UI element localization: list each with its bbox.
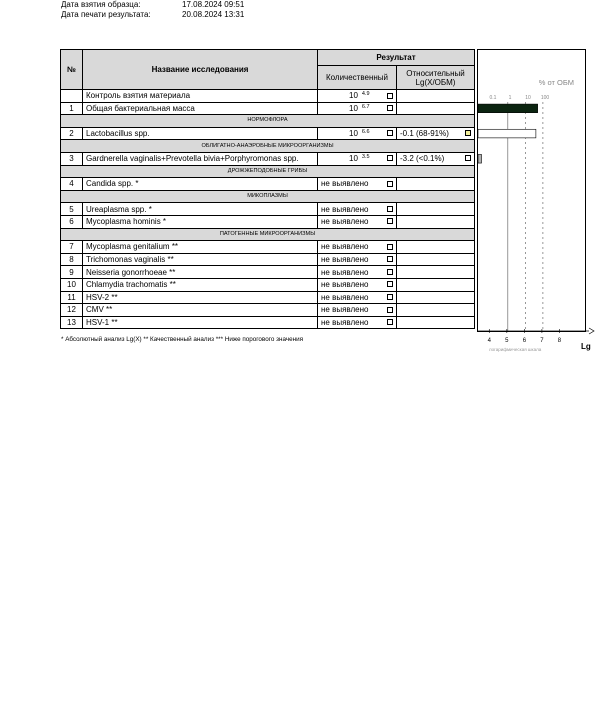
rel-cell [397, 127, 475, 140]
table-row [61, 304, 475, 317]
test-name: Mycoplasma hominis * [83, 215, 318, 228]
quant-cell [318, 316, 397, 329]
rel-cell [397, 266, 475, 279]
checkbox-icon [387, 307, 393, 313]
test-name: Контроль взятия материала [83, 90, 318, 103]
test-name: Candida spp. * [83, 178, 318, 191]
checkbox-icon [387, 218, 393, 224]
test-name: Ureaplasma spp. * [83, 203, 318, 216]
rel-value: -0.1 (68-91%) [400, 129, 449, 139]
section-title: ДРОЖЖЕПОДОБНЫЕ ГРИБЫ [61, 165, 475, 178]
rel-cell [397, 90, 475, 103]
row-number: 6 [61, 215, 83, 228]
table-row [61, 241, 475, 254]
table-row [61, 215, 475, 228]
quant-value: не выявлено [321, 280, 369, 290]
quant-exponent: 6.6 [361, 128, 370, 135]
test-name: Mycoplasma genitalium ** [83, 241, 318, 254]
row-number: 12 [61, 304, 83, 317]
test-name: Gardnerella vaginalis+Prevotella bivia+Porphyromonas spp. [83, 152, 318, 165]
pct-tick-label: 100 [540, 95, 550, 101]
rel-cell [397, 241, 475, 254]
col-no-header: № [61, 50, 83, 90]
quant-exponent: 6.7 [361, 103, 370, 110]
row-number: 1 [61, 102, 83, 115]
chart-bar [478, 154, 482, 163]
section-row [61, 115, 475, 128]
row-number [61, 90, 83, 103]
checkbox-icon [387, 105, 393, 111]
test-name: Chlamydia trachomatis ** [83, 278, 318, 291]
row-number: 2 [61, 127, 83, 140]
test-name: Lactobacillus spp. [83, 127, 318, 140]
row-number: 3 [61, 152, 83, 165]
rel-value: -3.2 (<0.1%) [400, 154, 445, 164]
quant-base: 10 [349, 91, 358, 100]
row-number: 11 [61, 291, 83, 304]
sample-date-value: 17.08.2024 09:51 [182, 0, 245, 9]
col-rel-line1: Относительный [406, 68, 465, 78]
table-row [61, 203, 475, 216]
table-row [61, 127, 475, 140]
col-rel-line2: Lg(X/ОБМ) [415, 77, 456, 87]
checkbox-icon [387, 181, 393, 187]
quant-cell [318, 90, 397, 103]
section-row [61, 140, 475, 153]
rel-cell [397, 316, 475, 329]
quant-cell [318, 266, 397, 279]
row-number: 5 [61, 203, 83, 216]
x-tick-label: 4 [487, 338, 491, 344]
pct-label: % от ОБМ [538, 78, 574, 87]
chart-svg [478, 50, 585, 331]
test-name: Neisseria gonorrhoeae ** [83, 266, 318, 279]
quant-value: не выявлено [321, 217, 369, 227]
chart-bar [478, 129, 536, 138]
pct-tick-label: 0.1 [489, 95, 497, 101]
sample-date-label: Дата взятия образца: [61, 0, 141, 9]
section-title: ПАТОГЕННЫЕ МИКРООРГАНИЗМЫ [61, 228, 475, 241]
row-number: 7 [61, 241, 83, 254]
section-title: ОБЛИГАТНО-АНАЭРОБНЫЕ МИКРООРГАНИЗМЫ [61, 140, 475, 153]
footnote: * Абсолютный анализ Lg(X) ** Качественный анализ *** Ниже порогового значения [61, 336, 304, 343]
section-title: НОРМОФЛОРА [61, 115, 475, 128]
table-row [61, 102, 475, 115]
checkbox-icon [387, 319, 393, 325]
quant-cell [318, 102, 397, 115]
checkbox-icon [387, 269, 393, 275]
pct-tick-label: 10 [525, 95, 531, 101]
row-number: 4 [61, 178, 83, 191]
test-name: Trichomonas vaginalis ** [83, 253, 318, 266]
col-name-header: Название исследования [83, 50, 318, 90]
rel-cell [397, 253, 475, 266]
pct-tick-label: 1 [508, 95, 512, 101]
status-box-icon [465, 130, 471, 136]
quant-value: не выявлено [321, 292, 369, 302]
results-table [60, 49, 475, 329]
section-title: МИКОПЛАЗМЫ [61, 190, 475, 203]
test-name: CMV ** [83, 304, 318, 317]
axis-svg [470, 320, 600, 360]
checkbox-icon [387, 244, 393, 250]
x-tick-label: 8 [557, 338, 562, 344]
table-row [61, 316, 475, 329]
row-number: 10 [61, 278, 83, 291]
result-chart [477, 49, 586, 332]
quant-base: 10 [349, 153, 358, 163]
section-row [61, 228, 475, 241]
quant-cell [318, 278, 397, 291]
checkbox-icon [387, 130, 393, 136]
x-unit-label: Lg [581, 342, 591, 351]
table-row [61, 178, 475, 191]
section-row [61, 190, 475, 203]
quant-cell [318, 127, 397, 140]
rel-cell [397, 102, 475, 115]
quant-exponent: 4.9 [361, 91, 370, 97]
quant-value: не выявлено [321, 267, 369, 277]
quant-cell [318, 152, 397, 165]
row-number: 9 [61, 266, 83, 279]
quant-cell [318, 178, 397, 191]
rel-cell [397, 203, 475, 216]
table-row [61, 278, 475, 291]
checkbox-icon [387, 256, 393, 262]
quant-base: 10 [349, 128, 358, 138]
section-row [61, 165, 475, 178]
row-number: 13 [61, 316, 83, 329]
checkbox-icon [387, 155, 393, 161]
scale-caption: логарифмическая шкала [489, 347, 542, 352]
quant-value: не выявлено [321, 179, 369, 189]
table-row [61, 266, 475, 279]
quant-value: не выявлено [321, 204, 369, 214]
col-result-header: Результат [318, 50, 475, 66]
rel-cell [397, 278, 475, 291]
chart-bar [478, 104, 538, 113]
quant-value: не выявлено [321, 255, 369, 265]
rel-cell [397, 152, 475, 165]
quant-cell [318, 215, 397, 228]
quant-cell [318, 253, 397, 266]
table-row [61, 291, 475, 304]
x-tick-label: 6 [522, 338, 527, 344]
table-row [61, 152, 475, 165]
table-row [61, 253, 475, 266]
table-row [61, 90, 475, 103]
print-date-value: 20.08.2024 13:31 [182, 10, 245, 19]
status-box-icon [465, 155, 471, 161]
test-name: Общая бактериальная масса [83, 102, 318, 115]
x-axis-arrow-icon [589, 328, 594, 334]
row-number: 8 [61, 253, 83, 266]
quant-value: не выявлено [321, 317, 369, 327]
quant-cell [318, 241, 397, 254]
quant-cell [318, 203, 397, 216]
quant-value: не выявлено [321, 242, 369, 252]
checkbox-icon [387, 281, 393, 287]
x-tick-label: 5 [505, 338, 509, 344]
x-tick-label: 7 [540, 338, 544, 344]
quant-base: 10 [349, 103, 358, 113]
print-date-label: Дата печати результата: [61, 10, 151, 19]
quant-exponent: 3.5 [361, 153, 370, 160]
rel-cell [397, 291, 475, 304]
checkbox-icon [387, 294, 393, 300]
rel-cell [397, 304, 475, 317]
quant-value: не выявлено [321, 305, 369, 315]
quant-cell [318, 291, 397, 304]
test-name: HSV-2 ** [83, 291, 318, 304]
col-rel-header [397, 66, 475, 90]
checkbox-icon [387, 206, 393, 212]
rel-cell [397, 215, 475, 228]
quant-cell [318, 304, 397, 317]
rel-cell [397, 178, 475, 191]
checkbox-icon [387, 93, 393, 99]
results-body [61, 90, 475, 329]
col-quant-header: Количественный [318, 66, 397, 90]
test-name: HSV-1 ** [83, 316, 318, 329]
